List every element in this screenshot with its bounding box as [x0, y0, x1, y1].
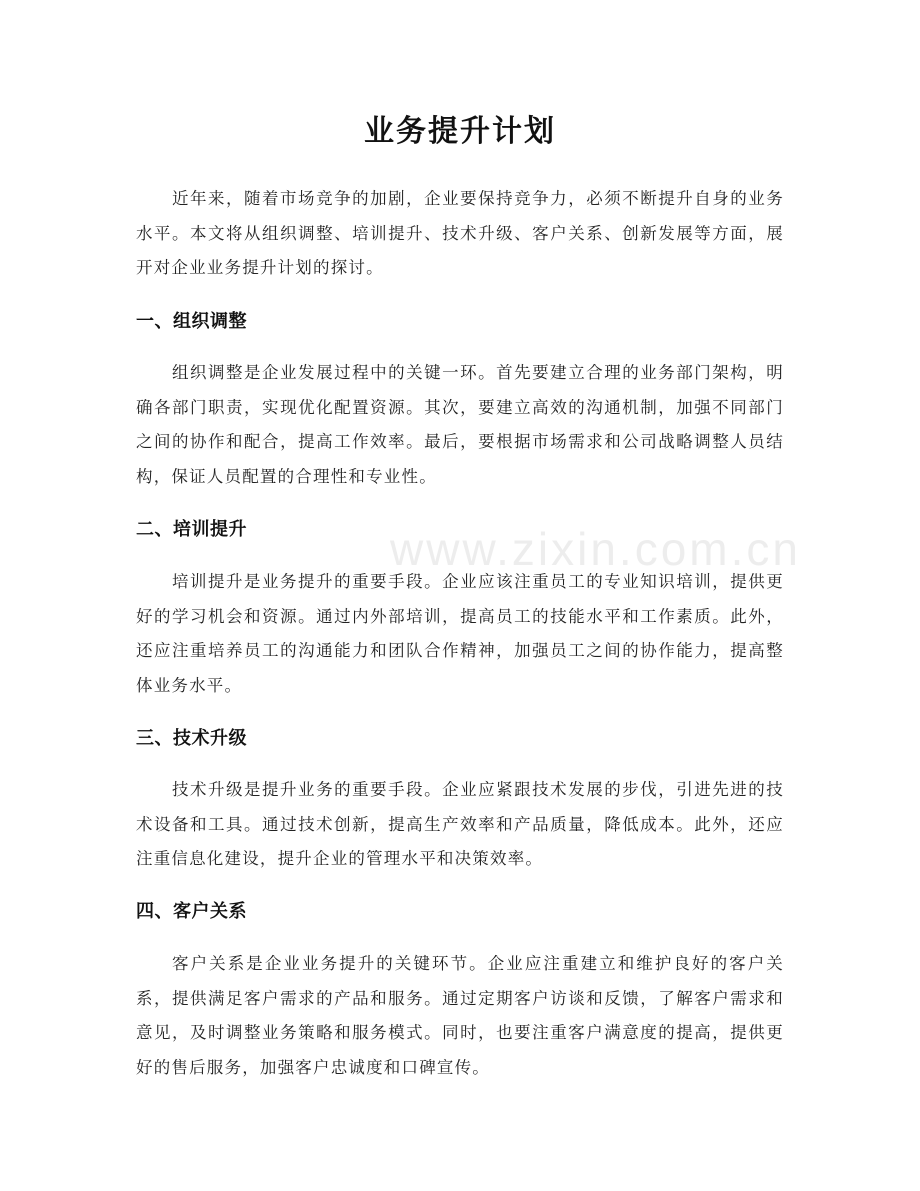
intro-paragraph: 近年来，随着市场竞争的加剧，企业要保持竞争力，必须不断提升自身的业务水平。本文将从组织调整、培训提升、技术升级、客户关系、创新发展等方面，展开对企业业务提升计划的探讨。 — [136, 189, 784, 277]
section-heading-4: 四、客户关系 — [136, 901, 247, 922]
section-heading-3: 三、技术升级 — [136, 728, 247, 749]
section-body-1: 组织调整是企业发展过程中的关键一环。首先要建立合理的业务部门架构，明确各部门职责，实现优化配置资源。其次，要建立高效的沟通机制，加强不同部门之间的协作和配合，提高工作效率。最后，要根据市场需求和公司战略调整人员结构，保证人员配置的合理性和专业性。 — [136, 363, 784, 486]
section-heading-1: 一、组织调整 — [136, 311, 247, 332]
section-heading-2: 二、培训提升 — [136, 519, 247, 540]
section-body-4: 客户关系是企业业务提升的关键环节。企业应注重建立和维护良好的客户关系，提供满足客户需求的产品和服务。通过定期客户访谈和反馈，了解客户需求和意见，及时调整业务策略和服务模式。同时，也要注重客户满意度的提高，提供更好的售后服务，加强客户忠诚度和口碑宣传。 — [136, 954, 784, 1077]
watermark: www.zixin.com.cn — [390, 523, 801, 575]
section-body-3: 技术升级是提升业务的重要手段。企业应紧跟技术发展的步伐，引进先进的技术设备和工具。通过技术创新，提高生产效率和产品质量，降低成本。此外，还应注重信息化建设，提升企业的管理水平和决策效率。 — [136, 780, 784, 868]
section-body-2: 培训提升是业务提升的重要手段。企业应该注重员工的专业知识培训，提供更好的学习机会和资源。通过内外部培训，提高员工的技能水平和工作素质。此外，还应注重培养员工的沟通能力和团队合作精神，加强员工之间的协作能力，提高整体业务水平。 — [136, 572, 784, 695]
document-title: 业务提升计划 — [364, 114, 556, 149]
